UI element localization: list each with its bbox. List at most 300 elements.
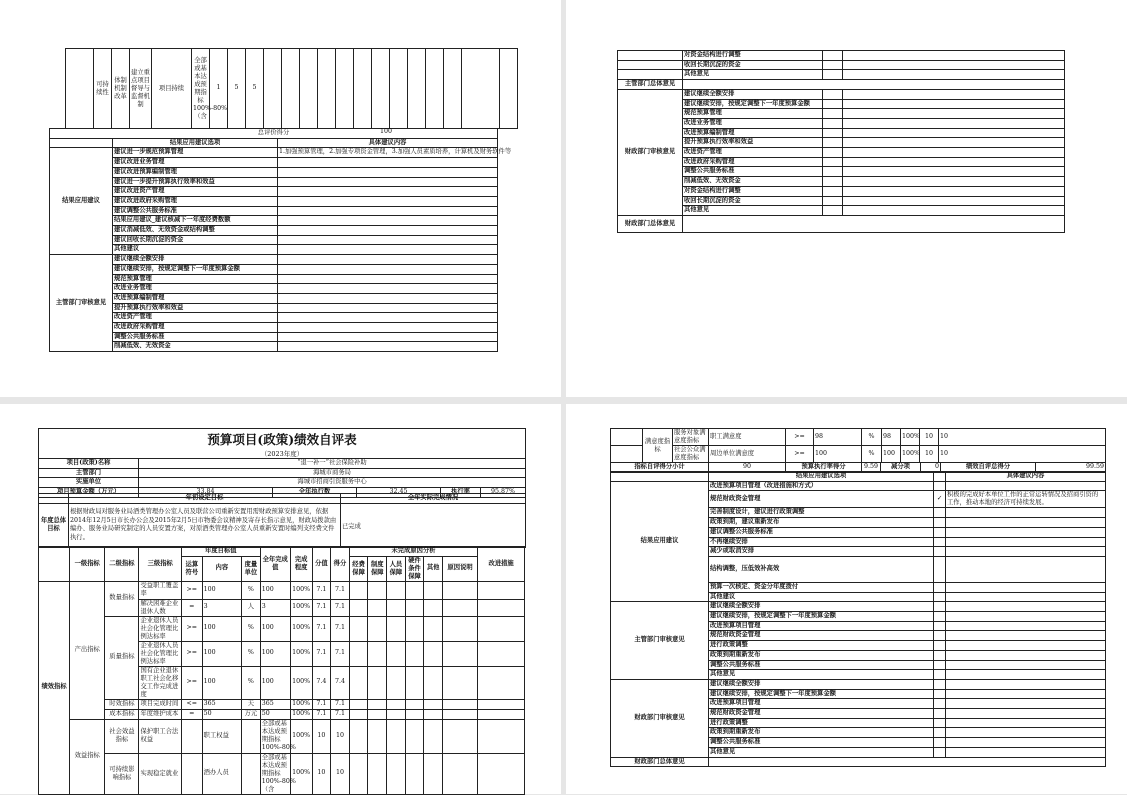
list-item: 改进政府采购管理 (113, 323, 278, 333)
p4-col-options: 结果应用建议选项 (709, 472, 934, 482)
table-cell (442, 753, 477, 794)
table-cell (934, 679, 946, 689)
table-cell (843, 157, 1065, 167)
p3-indicator-name: 年度维护成本 (139, 709, 181, 719)
table-cell (387, 709, 406, 719)
p4-sat-name: 职工满意度 (709, 429, 786, 446)
table-cell (405, 709, 424, 719)
table-row (618, 89, 1065, 99)
p3-full: 100 (260, 641, 290, 666)
p3-done-text: 已完成 (341, 503, 526, 547)
p3-h-score: 得分 (331, 547, 350, 582)
p4-weight: 10 (920, 446, 939, 463)
p4-result-content: 积极的完成好本单位工作的正常运转情况及招商引资的工作，推动本地的经济可持续发展。 (946, 491, 1106, 508)
p3-full: 100 (260, 616, 290, 641)
list-item: 改进资产管理 (683, 148, 823, 158)
table-cell (934, 602, 946, 612)
p1-supervisor-label: 主管部门审核意见 (50, 255, 113, 352)
p1-reform-label: 体制机制改革 (112, 49, 130, 129)
list-item: 建议继续安排，按规定调整下一年度预算金额 (709, 689, 934, 699)
p3-content: 50 (202, 709, 241, 719)
list-item: 建议进一步规范预算管理 (113, 148, 278, 158)
list-item: 建议继续全额安排 (709, 602, 934, 612)
table-cell (442, 666, 477, 699)
table-cell (618, 60, 683, 70)
list-item: 改进预算项目管理 (709, 699, 934, 709)
p1-advice-table (49, 128, 512, 352)
p3-goal-text: 根据财政局对服务业局酒类管理办公室人员及联营公司重新安置用需财政预算安排意见，依据2014年12月5日市长办公会及2015年2月5日市物委会议精神及寄存长指示意见，财政局拨款由编办、服务业局研究制定的人员安置方案，对原酒类管理办公室人员重新安置时编列支经费文件执行。 (69, 503, 341, 547)
list-item: 对资金结构进行调整 (683, 51, 823, 61)
table-cell (683, 80, 1065, 90)
table-cell (946, 582, 1106, 592)
table-cell (442, 709, 477, 719)
p3-h-r4: 硬件条件保障 (405, 556, 424, 581)
table-cell (946, 689, 1106, 699)
p3-full: 50 (260, 709, 290, 719)
list-item: 其他建议 (709, 592, 934, 602)
p3-deg: 100% (290, 666, 312, 699)
table-cell (478, 753, 525, 794)
p3-h-l2: 二级指标 (105, 547, 139, 582)
table-cell (368, 699, 387, 709)
list-item: 建议改进资产管理 (113, 187, 278, 197)
table-cell (946, 699, 1106, 709)
p4-total: 99.59 (1036, 463, 1106, 473)
p3-title-box (38, 428, 526, 459)
table-cell (946, 592, 1106, 602)
table-cell (934, 556, 946, 582)
p3-score: 7.1 (331, 581, 350, 599)
p3-deg: 100% (290, 699, 312, 709)
p3-deg: 100% (290, 709, 312, 719)
p2-table (617, 50, 1065, 233)
p4-deduct: 0 (921, 463, 941, 473)
p3-impl: 海城市招商引资服务中心 (139, 478, 526, 488)
table-row (50, 332, 498, 342)
table-cell (442, 616, 477, 641)
check-icon: ✓ (934, 491, 946, 508)
table-cell (278, 226, 498, 236)
table-cell (611, 446, 643, 463)
table-row (618, 148, 1065, 158)
table-cell (946, 602, 1106, 612)
table-cell (405, 616, 424, 641)
table-row (50, 196, 498, 206)
list-item: 其他意见 (683, 206, 823, 216)
p3-weight: 10 (312, 753, 331, 794)
table-cell (278, 235, 498, 245)
table-row (611, 446, 1106, 463)
p3-indicator-name: 实现稳定就业 (139, 753, 181, 794)
table-cell (387, 666, 406, 699)
p3-content: 100 (202, 616, 241, 641)
p3-op: >= (181, 616, 202, 641)
table-cell (478, 666, 525, 699)
table-row (50, 226, 498, 236)
p1-sub2-label: 项目持续 (152, 49, 192, 129)
table-cell (478, 699, 525, 709)
list-item: 调整公共服务标准 (709, 660, 934, 670)
table-cell (843, 60, 1065, 70)
p3-year: （2023年度） (260, 450, 304, 458)
list-item: 建议继续安排，按规定调整下一年度预算金额 (113, 264, 278, 274)
p3-indicator-name: 国有企业退休职工社会化移交工作完成进度 (139, 666, 181, 699)
p1-weight-cell: 1 (210, 49, 228, 129)
table-cell (934, 508, 946, 518)
table-cell (823, 118, 843, 128)
table-cell (242, 719, 261, 753)
table-cell (823, 109, 843, 119)
table-cell (242, 753, 261, 794)
table-row (50, 177, 498, 187)
table-cell (946, 738, 1106, 748)
p3-weight: 7.1 (312, 581, 331, 599)
p3-exec-label: 全年执行数 (273, 488, 357, 498)
p3-h-r3: 人员保障 (387, 556, 406, 581)
list-item: 建议继续全额安排 (709, 679, 934, 689)
list-item: 其他意见 (683, 70, 823, 80)
table-cell (387, 753, 406, 794)
p3-rate-label: 执行率 (441, 488, 481, 498)
table-cell (405, 666, 424, 699)
p3-h-deg: 完成程度 (290, 547, 312, 582)
table-cell (934, 631, 946, 641)
p4-unit: % (862, 446, 882, 463)
p3-perf-label: 绩效指标 (39, 581, 70, 794)
p3-quality-label: 质量指标 (105, 616, 139, 699)
table-row (618, 99, 1065, 109)
page-3 (0, 404, 561, 794)
p1-item-label: 建立重点项目督导与监督机制 (130, 49, 152, 129)
table-row (618, 167, 1065, 177)
p3-content: 100 (202, 641, 241, 666)
table-cell (424, 616, 443, 641)
p4-deduct-label: 减分项 (881, 463, 921, 473)
table-cell (368, 666, 387, 699)
table-cell (934, 481, 946, 491)
list-item: 其他意见 (709, 747, 934, 757)
table-cell (478, 641, 525, 666)
table-cell (843, 70, 1065, 80)
table-row (50, 274, 498, 284)
table-cell (934, 747, 946, 757)
list-item: 调整公共服务标准 (709, 738, 934, 748)
p3-indicator-table (38, 546, 525, 795)
table-cell (946, 537, 1106, 547)
p3-indicator-name: 企业退休人员社会化管理比例达标率 (139, 641, 181, 666)
table-cell (934, 582, 946, 592)
list-item: 规范财政资金管理 (709, 491, 934, 508)
table-cell (349, 699, 368, 709)
table-cell (946, 747, 1106, 757)
table-row (50, 245, 498, 255)
table-cell (934, 518, 946, 528)
list-item: 调整公共服务标准 (113, 332, 278, 342)
p3-content: 100 (202, 666, 241, 699)
p3-goal-label: 年度总体目标 (39, 503, 69, 547)
table-cell (934, 612, 946, 622)
table-cell (934, 699, 946, 709)
p4-op: >= (786, 446, 814, 463)
list-item: 减少或取消安排 (709, 547, 934, 557)
p4-total-label: 绩效自评总得分 (941, 463, 1036, 473)
p3-social_row-label: 社会效益指标 (105, 719, 139, 753)
table-cell (946, 709, 1106, 719)
list-item: 建议消减低效、无效资金或结构调整 (113, 226, 278, 236)
list-item: 政策到期重新发布 (709, 728, 934, 738)
table-row (50, 284, 498, 294)
p3-indicator-name: 保护职工合法权益 (139, 719, 181, 753)
p1-score2-cell: 5 (246, 49, 264, 129)
p3-goal-table (38, 493, 526, 548)
table-row (39, 709, 525, 719)
list-item: 改进预算项目管理 (709, 621, 934, 631)
p3-weight: 7.4 (312, 666, 331, 699)
p3-full: 365 (260, 699, 290, 709)
p3-score: 7.1 (331, 616, 350, 641)
table-cell (934, 670, 946, 680)
list-item: 结果应用建议_建议核减下一年度经费数额 (113, 216, 278, 226)
table-cell (683, 215, 1065, 232)
p3-budget-label: 项目预算金额（万元） (39, 488, 139, 498)
p4-exec-score-label: 预算执行率得分 (786, 463, 862, 473)
table-row (611, 429, 1106, 446)
list-item: 收回长期沉淀的资金 (683, 60, 823, 70)
p4-full: 98 (882, 429, 901, 446)
table-cell (442, 719, 477, 753)
table-cell (618, 70, 683, 80)
p4-col-content: 具体建议内容 (946, 472, 1106, 482)
table-cell (278, 264, 498, 274)
table-cell (349, 641, 368, 666)
p3-h-improve: 改进措施 (478, 547, 525, 582)
p3-unit: % (242, 666, 261, 699)
p3-content: 365 (202, 699, 241, 709)
list-item: 其他意见 (709, 670, 934, 680)
p3-op: >= (181, 581, 202, 599)
table-cell (934, 718, 946, 728)
p3-score: 7.1 (331, 599, 350, 616)
p3-h-r5: 其他 (424, 556, 443, 581)
list-item: 对资金结构进行调整 (683, 186, 823, 196)
p4-sat-table (610, 428, 1106, 463)
table-cell (823, 70, 843, 80)
table-row (618, 70, 1065, 80)
table-cell (442, 599, 477, 616)
list-item: 改进预算编制管理 (113, 293, 278, 303)
table-cell (946, 679, 1106, 689)
p3-weight: 10 (312, 719, 331, 753)
p3-deg: 100% (290, 599, 312, 616)
table-cell (946, 556, 1106, 582)
list-item: 规范财政资金管理 (709, 631, 934, 641)
p4-content: 100 (814, 446, 862, 463)
p3-indicator-name: 解决困难企业退休人数 (139, 599, 181, 616)
p3-unit: % (242, 616, 261, 641)
p3-op: <= (181, 699, 202, 709)
table-cell (278, 332, 498, 342)
table-cell (946, 508, 1106, 518)
list-item: 建议调整公共服务标准 (113, 206, 278, 216)
p3-score: 7.1 (331, 641, 350, 666)
p4-score: 10 (939, 446, 1106, 463)
table-cell (368, 581, 387, 599)
p3-rate: 95.87% (481, 488, 526, 498)
p3-indicator-name: 项目完成时间 (139, 699, 181, 709)
table-cell (618, 51, 683, 61)
table-cell (946, 518, 1106, 528)
table-cell (424, 709, 443, 719)
table-cell (946, 547, 1106, 557)
p3-quantity-label: 数量指标 (105, 581, 139, 616)
p3-deg: 100% (290, 616, 312, 641)
p3-deg: 100% (290, 641, 312, 666)
table-cell (823, 128, 843, 138)
table-row (50, 167, 498, 177)
table-cell (278, 323, 498, 333)
table-cell (278, 177, 498, 187)
p1-result-label: 结果应用建议 (50, 148, 113, 255)
table-cell (278, 303, 498, 313)
table-cell (823, 99, 843, 109)
list-item: 收回长期沉淀的资金 (683, 196, 823, 206)
table-cell (278, 167, 498, 177)
table-cell (934, 537, 946, 547)
table-cell (424, 753, 443, 794)
table-cell (946, 612, 1106, 622)
p3-budget: 33.84 (139, 488, 273, 498)
table-cell (934, 547, 946, 557)
table-cell (278, 284, 498, 294)
p2-body (618, 51, 1065, 233)
table-cell (946, 670, 1106, 680)
p3-h-reason: 未完成原因分析 (349, 547, 477, 557)
p4-deg: 100% (901, 429, 920, 446)
table-row (611, 757, 1106, 767)
table-cell (843, 99, 1065, 109)
table-row (50, 235, 498, 245)
p2-finance-overall: 财政部门总体意见 (618, 215, 683, 232)
table-cell (387, 641, 406, 666)
page-4 (566, 404, 1127, 794)
p3-output-label: 产出指标 (70, 581, 105, 719)
table-row (50, 303, 498, 313)
table-cell (278, 342, 498, 352)
p3-content: 职工权益 (202, 719, 241, 753)
list-item: 建议改进预算编制管理 (113, 167, 278, 177)
p3-h-l1: 一级指标 (70, 547, 105, 582)
table-row (618, 51, 1065, 61)
p3-exec: 32.45 (357, 488, 441, 498)
table-cell (387, 599, 406, 616)
table-cell (405, 641, 424, 666)
p4-sat-name: 周边单位满意度 (709, 446, 786, 463)
table-row (39, 753, 525, 794)
table-cell (278, 274, 498, 284)
table-row (618, 118, 1065, 128)
p3-h-op: 运算符号 (181, 556, 202, 581)
list-item: 改进预算项目管理（改进措施和方式） (709, 481, 934, 491)
table-cell (478, 616, 525, 641)
table-cell (934, 641, 946, 651)
table-row (611, 679, 1106, 689)
p3-deg: 100% (290, 753, 312, 794)
table-cell (946, 718, 1106, 728)
p3-h-r2: 制度保障 (368, 556, 387, 581)
list-item: 改进预算编制管理 (683, 128, 823, 138)
table-cell (934, 689, 946, 699)
table-row (50, 313, 498, 323)
p3-time-label: 时效指标 (105, 699, 139, 709)
p4-finance-overall: 财政部门总体意见 (611, 757, 709, 767)
table-row (618, 60, 1065, 70)
table-cell (405, 699, 424, 709)
table-cell (843, 109, 1065, 119)
p3-content: 3 (202, 599, 241, 616)
table-row (39, 719, 525, 753)
table-cell (424, 719, 443, 753)
table-cell (405, 719, 424, 753)
table-cell (387, 699, 406, 709)
table-cell (368, 641, 387, 666)
list-item: 不再继续安排 (709, 537, 934, 547)
list-item: 规范预算管理 (683, 109, 823, 119)
table-cell (368, 709, 387, 719)
table-cell (843, 196, 1065, 206)
p4-subtotal-label: 指标自评得分小计 (611, 463, 709, 473)
p3-h-weight: 分值 (312, 547, 331, 582)
table-row (50, 158, 498, 168)
table-cell (823, 138, 843, 148)
p3-op: = (181, 599, 202, 616)
table-row (50, 264, 498, 274)
table-row (618, 128, 1065, 138)
p3-h-r1: 经费保障 (349, 556, 368, 581)
table-cell (478, 581, 525, 599)
list-item: 建议进一步提升预算执行效率和效益 (113, 177, 278, 187)
list-item: 政策到期，建议重新发布 (709, 518, 934, 528)
table-cell (934, 527, 946, 537)
table-row (50, 293, 498, 303)
table-cell (823, 167, 843, 177)
p3-weight: 7.1 (312, 699, 331, 709)
p4-subtotal: 90 (709, 463, 786, 473)
p3-full: 100 (260, 666, 290, 699)
table-cell (934, 738, 946, 748)
list-item: 改进业务管理 (113, 284, 278, 294)
table-cell (934, 650, 946, 660)
list-item: 建议继续安排，按规定调整下一年度预算金额 (683, 99, 823, 109)
table-cell (405, 599, 424, 616)
p3-indicator-name: 受益职工覆盖率 (139, 581, 181, 599)
list-item: 建议改进业务管理 (113, 158, 278, 168)
list-item: 改进业务管理 (683, 118, 823, 128)
list-item: 调整公共服务标准 (683, 167, 823, 177)
list-item: 进行政策调整 (709, 718, 934, 728)
table-row (618, 177, 1065, 187)
table-cell (934, 621, 946, 631)
table-cell (934, 709, 946, 719)
p3-unit: 人 (242, 599, 261, 616)
list-item: 规范财政资金管理 (709, 709, 934, 719)
p3-weight: 7.1 (312, 616, 331, 641)
p3-weight: 7.1 (312, 709, 331, 719)
table-cell (843, 89, 1065, 99)
p3-name: “退一补一”社会保险补助 (139, 459, 526, 469)
p2-supervisor-overall: 主管部门总体意见 (618, 80, 683, 90)
table-cell (946, 631, 1106, 641)
table-cell (278, 293, 498, 303)
